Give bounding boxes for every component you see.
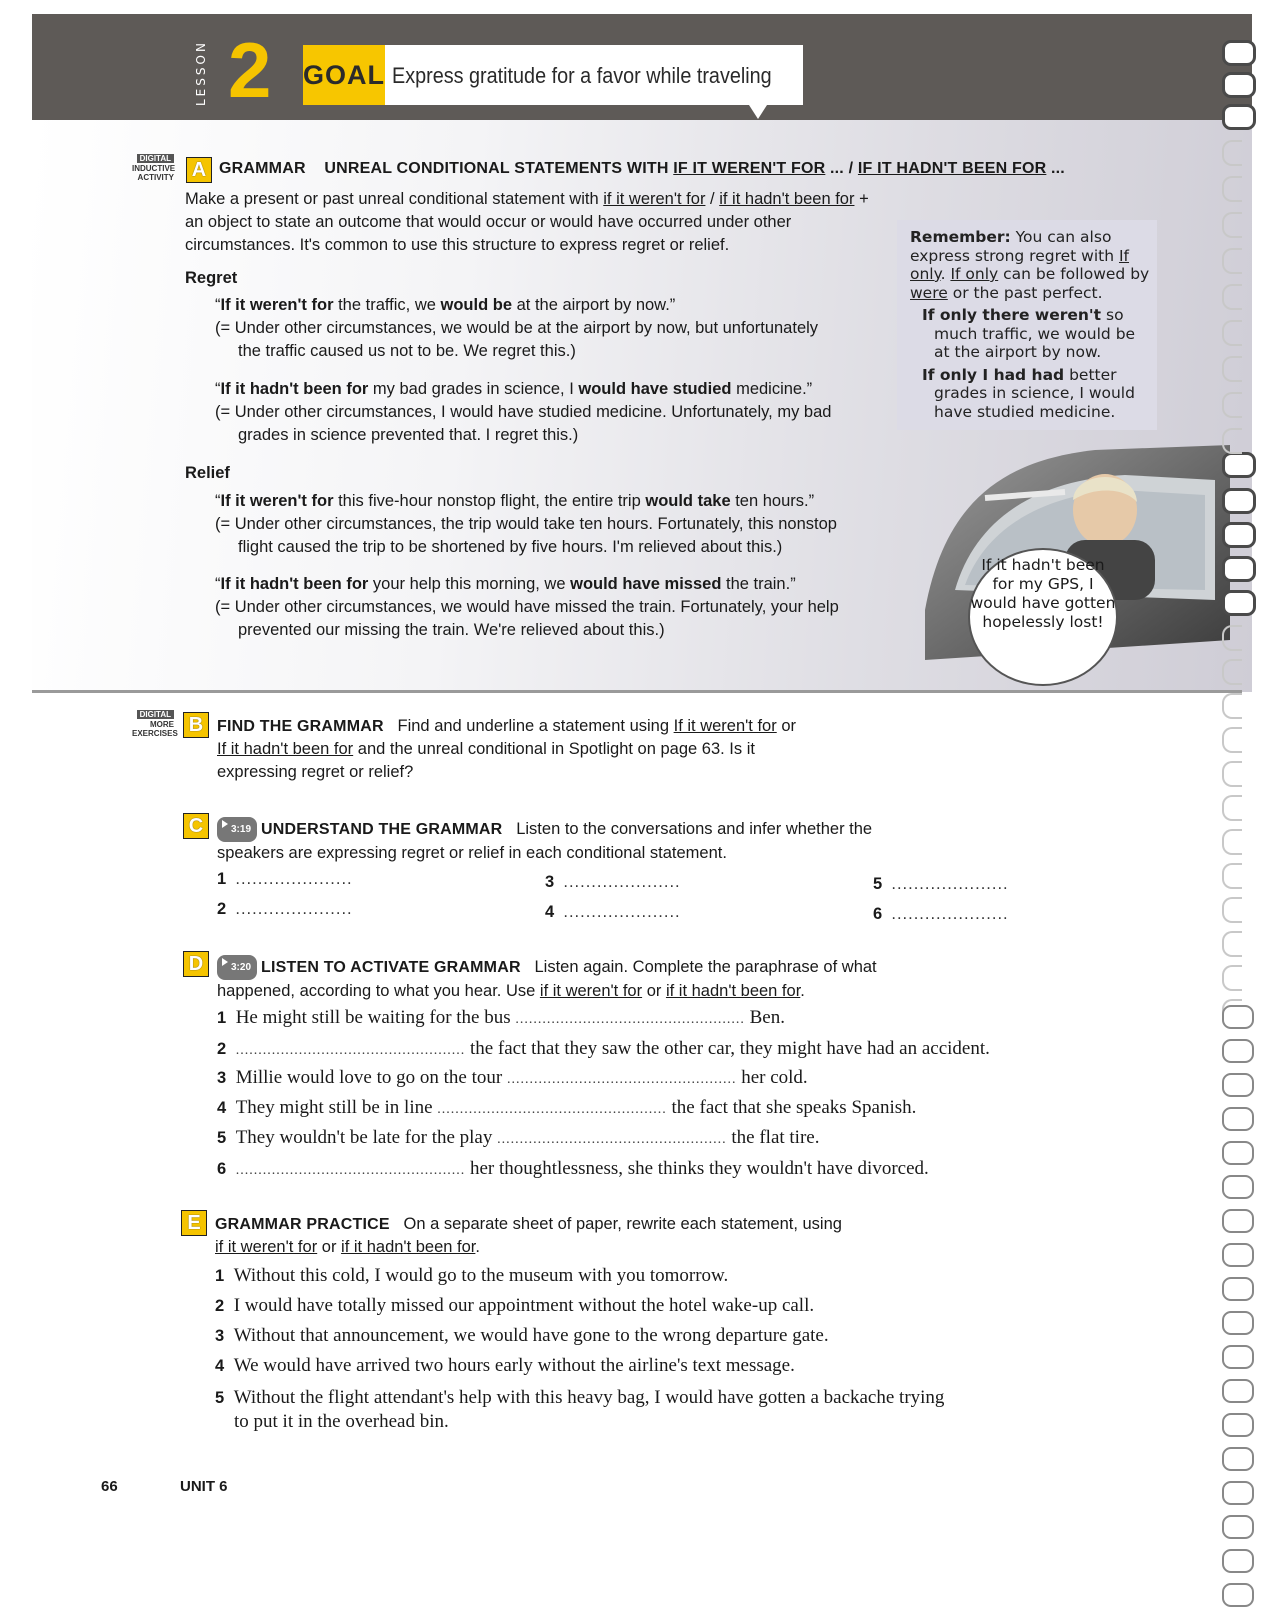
- answer-item-2[interactable]: 2 .....................: [217, 900, 353, 918]
- spiral-ring: [1222, 659, 1242, 685]
- spiral-ring: [1222, 931, 1242, 957]
- section-a-heading: GRAMMAR UNREAL CONDITIONAL STATEMENTS WITH IF IT WEREN'T FOR ... / IF IT HADN'T BEEN FOR ...: [219, 160, 1065, 177]
- completion-item-3[interactable]: 3 Millie would love to go on the tour ................................................... her cold.: [217, 1067, 808, 1088]
- spiral-ring: [1222, 829, 1242, 855]
- practice-item-5: 5 Without the flight attendant's help with this heavy bag, I would have gotten a backache trying to put it in the overhead bin.: [215, 1387, 945, 1432]
- lesson-label: LESSON: [194, 40, 208, 106]
- section-e-text: GRAMMAR PRACTICE On a separate sheet of paper, rewrite each statement, using if it weren't for or if it hadn't been for.: [215, 1215, 842, 1256]
- regret-example-2: “If it hadn't been for my bad grades in science, I would have studied medicine.” (= Under other circumstances, I would have studied medicine. Unfortunately, my bad grades in science prevented that. I regret this.): [215, 380, 832, 444]
- digital-exercises-tag: DIGITAL MORE EXERCISES: [132, 710, 178, 738]
- spiral-ring: [1222, 356, 1242, 382]
- spiral-ring: [1222, 1277, 1254, 1301]
- section-a-intro: Make a present or past unreal conditional statement with if it weren't for / if it hadn't been for + an object to state an outcome that would occur or would have occurred under other circumstances. It's common to use this structure to express regret or relief.: [185, 190, 869, 254]
- practice-item-1: 1 Without this cold, I would go to the museum with you tomorrow.: [215, 1265, 729, 1286]
- spiral-ring: [1222, 1549, 1254, 1573]
- spiral-ring: [1222, 40, 1256, 66]
- spiral-ring: [1222, 795, 1242, 821]
- section-d-text: 3:20 LISTEN TO ACTIVATE GRAMMAR Listen again. Complete the paraphrase of what happened, according to what you hear. Use if it weren't for or if it hadn't been for.: [217, 955, 997, 1003]
- section-b-text: FIND THE GRAMMAR Find and underline a statement using If it weren't for or If it hadn't been for and the unreal conditional in Spotlight on page 63. Is it expressing regret or relief?: [217, 717, 796, 781]
- page-number: 66: [101, 1478, 118, 1495]
- completion-item-5[interactable]: 5 They wouldn't be late for the play ................................................... the flat tire.: [217, 1127, 820, 1148]
- spiral-ring: [1222, 761, 1242, 787]
- unit-label: UNIT 6: [180, 1478, 228, 1495]
- spiral-ring: [1222, 1175, 1254, 1199]
- speech-bubble: If it hadn't been for my GPS, I would have gotten hopelessly lost!: [968, 548, 1118, 686]
- spiral-ring: [1222, 176, 1242, 202]
- spiral-ring: [1222, 590, 1256, 616]
- audio-track-badge[interactable]: 3:20: [217, 955, 257, 980]
- spiral-ring: [1222, 1413, 1254, 1437]
- completion-item-2[interactable]: 2 ................................................... the fact that they saw the other car, they might have had an accident.: [217, 1038, 990, 1059]
- spiral-ring: [1222, 284, 1242, 310]
- spiral-ring: [1222, 1243, 1254, 1267]
- spiral-ring: [1222, 212, 1242, 238]
- practice-item-2: 2 I would have totally missed our appointment without the hotel wake-up call.: [215, 1295, 815, 1316]
- spiral-ring: [1222, 1039, 1254, 1063]
- spiral-ring: [1222, 1515, 1254, 1539]
- spiral-ring: [1222, 1005, 1254, 1029]
- section-letter-b: B: [183, 712, 209, 738]
- spiral-ring: [1222, 452, 1256, 478]
- completion-item-4[interactable]: 4 They might still be in line ................................................... the fact that she speaks Spanish.: [217, 1097, 917, 1118]
- answer-item-1[interactable]: 1 .....................: [217, 870, 353, 888]
- spiral-ring: [1222, 1583, 1254, 1607]
- goal-tag: GOAL: [303, 45, 385, 105]
- section-letter-a: A: [186, 157, 212, 183]
- spiral-ring: [1222, 1141, 1254, 1165]
- spiral-ring: [1222, 1447, 1254, 1471]
- spiral-ring: [1222, 1481, 1254, 1505]
- answer-item-3[interactable]: 3 .....................: [545, 873, 681, 891]
- spiral-ring: [1222, 1107, 1254, 1131]
- goal-pointer: [749, 105, 767, 119]
- section-letter-e: E: [181, 1210, 207, 1236]
- spiral-ring: [1222, 897, 1242, 923]
- spiral-ring: [1222, 428, 1242, 454]
- section-letter-d: D: [183, 951, 209, 977]
- spiral-ring: [1222, 1311, 1254, 1335]
- panel-divider: [32, 690, 1242, 693]
- section-c-text: 3:19 UNDERSTAND THE GRAMMAR Listen to the conversations and infer whether the speakers are expressing regret or relief in each conditional statement.: [217, 817, 997, 865]
- regret-example-1: “If it weren't for the traffic, we would be at the airport by now.” (= Under other circumstances, we would be at the airport by now, but unfortunately the traffic caused us not to be. We regret this.): [215, 296, 819, 360]
- spiral-ring: [1222, 72, 1256, 98]
- audio-track-badge[interactable]: 3:19: [217, 817, 257, 842]
- digital-activity-tag: DIGITAL INDUCTIVE ACTIVITY: [132, 154, 176, 182]
- spiral-ring: [1222, 320, 1242, 346]
- spiral-ring: [1222, 863, 1242, 889]
- remember-note: Remember: You can also express strong regret with If only. If only can be followed by were or the past perfect. If only there weren't so much traffic, we would be at the airport by now. If only I had had better grades in science, I would have studied medicine.: [910, 228, 1150, 421]
- spiral-ring: [1222, 727, 1242, 753]
- spiral-ring: [1222, 488, 1256, 514]
- spiral-ring: [1222, 1209, 1254, 1233]
- relief-title: Relief: [185, 464, 230, 482]
- spiral-ring: [1222, 522, 1256, 548]
- answer-item-6[interactable]: 6 .....................: [873, 905, 1009, 923]
- spiral-ring: [1222, 104, 1256, 130]
- spiral-ring: [1222, 625, 1242, 651]
- answer-item-5[interactable]: 5 .....................: [873, 875, 1009, 893]
- completion-item-1[interactable]: 1 He might still be waiting for the bus ................................................... Ben.: [217, 1007, 785, 1028]
- relief-example-2: “If it hadn't been for your help this morning, we would have missed the train.” (= Under other circumstances, we would have missed the train. Fortunately, your help prevented our missing the train. We're relieved about this.): [215, 575, 839, 639]
- spiral-ring: [1222, 248, 1242, 274]
- spiral-ring: [1222, 1379, 1254, 1403]
- spiral-ring: [1222, 965, 1242, 991]
- section-letter-c: C: [183, 813, 209, 839]
- spiral-ring: [1222, 1073, 1254, 1097]
- answer-item-4[interactable]: 4 .....................: [545, 903, 681, 921]
- lesson-number: 2: [228, 26, 272, 114]
- spiral-ring: [1222, 556, 1256, 582]
- spiral-ring: [1222, 1345, 1254, 1369]
- spiral-ring: [1222, 392, 1242, 418]
- relief-example-1: “If it weren't for this five-hour nonstop flight, the entire trip would take ten hours.” (= Under other circumstances, the trip would take ten hours. Fortunately, this nonstop flight caused the trip to be shortened by five hours. I'm relieved about this.): [215, 492, 837, 556]
- spiral-ring: [1222, 140, 1242, 166]
- completion-item-6[interactable]: 6 ................................................... her thoughtlessness, she thinks they wouldn't have divorced.: [217, 1158, 929, 1179]
- practice-item-3: 3 Without that announcement, we would have gone to the wrong departure gate.: [215, 1325, 829, 1346]
- spiral-ring: [1222, 693, 1242, 719]
- goal-text: Express gratitude for a favor while traveling: [392, 63, 772, 88]
- practice-item-4: 4 We would have arrived two hours early without the airline's text message.: [215, 1355, 795, 1376]
- regret-title: Regret: [185, 269, 238, 287]
